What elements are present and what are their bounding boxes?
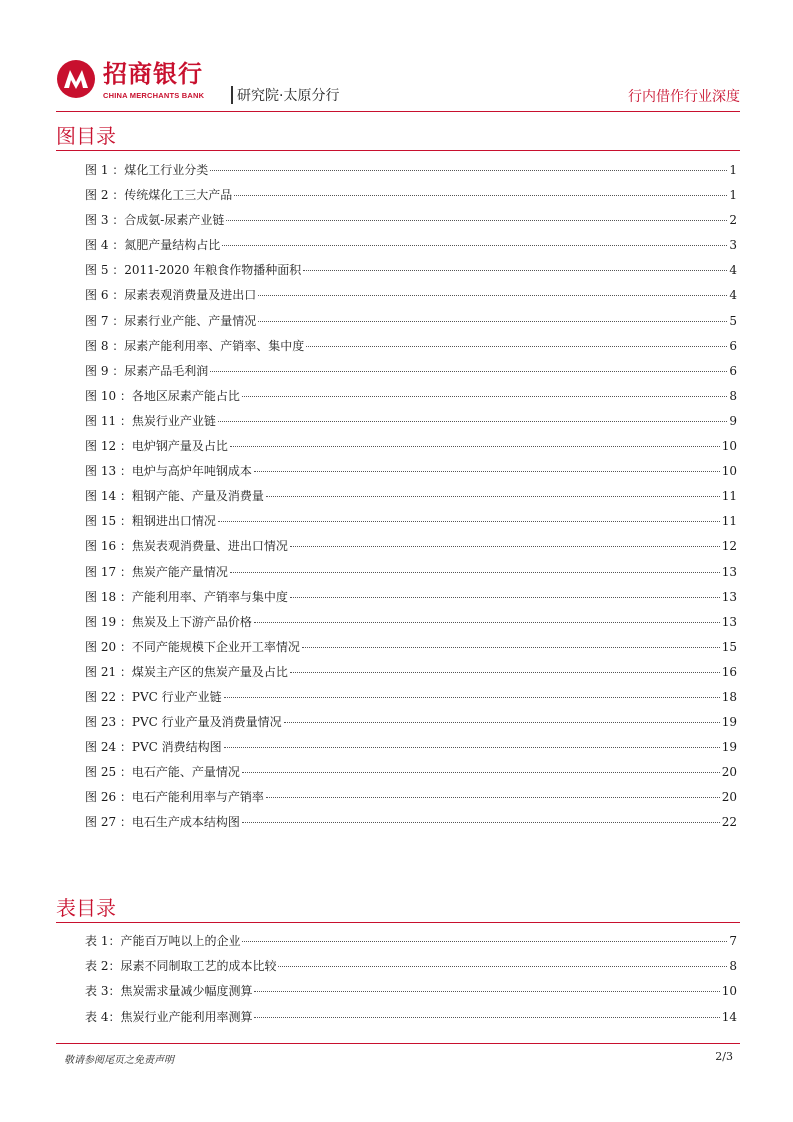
figure-toc-entry-page[interactable]: 11 — [721, 514, 737, 529]
page-header — [56, 56, 740, 110]
figure-toc-entry[interactable] — [85, 760, 737, 785]
figure-toc-entry[interactable] — [85, 158, 737, 183]
dot-leader — [218, 520, 720, 522]
figure-toc-entry-label[interactable]: 图 21 ：煤炭主产区的焦炭产量及占比 — [85, 664, 288, 679]
dot-leader — [290, 671, 720, 673]
figure-toc-entry-page[interactable]: 11 — [721, 489, 737, 504]
figure-toc-entry-page[interactable]: 20 — [721, 765, 737, 780]
dot-leader — [210, 370, 727, 372]
figure-toc-entry[interactable] — [85, 409, 737, 434]
figure-toc-entry[interactable] — [85, 660, 737, 685]
figure-toc-entry-label[interactable]: 图 14 ：粗钢产能、产量及消费量 — [85, 489, 264, 504]
figure-toc-entry-page[interactable]: 1 — [729, 188, 737, 203]
figure-toc-entry[interactable] — [85, 560, 737, 585]
figure-toc-entry-label[interactable]: 图 6 ：尿素表观消费量及进出口 — [85, 288, 257, 303]
dot-leader — [224, 746, 720, 748]
figure-toc-entry[interactable] — [85, 685, 737, 710]
figure-toc-entry[interactable] — [85, 359, 737, 384]
figures-title-rule — [56, 150, 740, 151]
figure-toc-entry-page[interactable]: 18 — [721, 689, 737, 704]
figure-toc-entry[interactable] — [85, 534, 737, 559]
figure-toc-entry-page[interactable]: 22 — [721, 815, 737, 830]
figure-toc-entry-page[interactable]: 19 — [721, 715, 737, 730]
figure-toc-entry[interactable] — [85, 459, 737, 484]
figure-toc-entry-label[interactable]: 图 4 ：氮肥产量结构占比 — [85, 238, 221, 253]
figure-toc-entry-page[interactable]: 12 — [721, 539, 737, 554]
figure-toc-entry[interactable] — [85, 258, 737, 283]
figure-toc-entry[interactable] — [85, 334, 737, 359]
figure-toc-entry-label[interactable]: 图 25 ：电石产能、产量情况 — [85, 765, 240, 780]
table-toc-entry[interactable] — [85, 929, 737, 954]
dot-leader — [266, 796, 720, 798]
figures-toc-list — [85, 158, 737, 836]
figure-toc-entry[interactable] — [85, 384, 737, 409]
figure-toc-entry[interactable] — [85, 585, 737, 610]
figures-section-title: 图目录 — [56, 124, 116, 148]
figure-toc-entry-page[interactable]: 16 — [721, 664, 737, 679]
figure-toc-entry-label[interactable]: 图 24 ：PVC 消费结构图 — [85, 740, 222, 755]
dot-leader — [230, 445, 720, 447]
table-toc-entry[interactable] — [85, 954, 737, 979]
figure-toc-entry-page[interactable]: 15 — [721, 639, 737, 654]
dot-leader — [258, 320, 727, 322]
dot-leader — [234, 194, 727, 196]
figure-toc-entry[interactable] — [85, 208, 737, 233]
figure-toc-entry-page[interactable]: 10 — [721, 439, 737, 454]
dot-leader — [254, 470, 720, 472]
figure-toc-entry-label[interactable]: 图 26 ：电石产能利用率与产销率 — [85, 790, 264, 805]
figure-toc-entry[interactable] — [85, 484, 737, 509]
dot-leader — [218, 420, 727, 422]
figure-toc-entry-page[interactable]: 20 — [721, 790, 737, 805]
disclaimer-note: 敬请参阅尾页之免责声明 — [64, 1055, 174, 1066]
dot-leader — [222, 244, 727, 246]
page-number: 2/3 — [715, 1050, 733, 1063]
dot-leader — [266, 495, 720, 497]
figure-toc-entry-page[interactable]: 8 — [729, 388, 737, 403]
header-rule — [56, 111, 740, 112]
figure-toc-entry-label[interactable]: 图 7 ：尿素行业产能、产量情况 — [85, 313, 257, 328]
dot-leader — [278, 965, 727, 967]
figure-toc-entry-label[interactable]: 图 27 ：电石生产成本结构图 — [85, 815, 240, 830]
dot-leader — [258, 294, 727, 296]
report-type-label: 行内借作行业深度 — [628, 89, 740, 105]
figure-toc-entry-page[interactable]: 3 — [729, 238, 737, 253]
dot-leader — [242, 771, 720, 773]
table-toc-entry-page[interactable]: 8 — [729, 959, 737, 974]
figure-toc-entry-page[interactable]: 13 — [721, 589, 737, 604]
figure-toc-entry-page[interactable]: 1 — [729, 163, 737, 177]
figure-toc-entry-page[interactable]: 4 — [729, 288, 737, 303]
figure-toc-entry[interactable] — [85, 710, 737, 735]
figure-toc-entry[interactable] — [85, 233, 737, 258]
figure-toc-entry-page[interactable]: 19 — [721, 740, 737, 755]
figure-toc-entry-label[interactable]: 图 23 ：PVC 行业产量及消费量情况 — [85, 715, 282, 730]
table-toc-entry-page[interactable]: 14 — [721, 1009, 737, 1024]
dot-leader — [224, 696, 720, 698]
figure-toc-entry[interactable] — [85, 434, 737, 459]
dot-leader — [242, 940, 727, 942]
figure-toc-entry[interactable] — [85, 509, 737, 534]
figure-toc-entry[interactable] — [85, 735, 737, 760]
dot-leader — [303, 269, 727, 271]
table-toc-entry-label[interactable]: 表 4：焦炭行业产能利用率测算 — [85, 1009, 253, 1024]
table-toc-entry-label[interactable]: 表 2：尿素不同制取工艺的成本比较 — [85, 959, 277, 974]
figure-toc-entry-page[interactable]: 4 — [729, 263, 737, 278]
figure-toc-entry-page[interactable]: 9 — [729, 413, 737, 428]
figure-toc-entry[interactable] — [85, 183, 737, 208]
bank-name-en: CHINA MERCHANTS BANK — [103, 91, 205, 100]
header-divider — [231, 86, 233, 104]
figure-toc-entry-label[interactable]: 图 16 ：焦炭表观消费量、进出口情况 — [85, 539, 288, 554]
table-toc-entry-label[interactable]: 表 1：产能百万吨以上的企业 — [85, 934, 241, 948]
figure-toc-entry[interactable] — [85, 635, 737, 660]
figure-toc-entry-page[interactable]: 10 — [721, 464, 737, 479]
dot-leader — [242, 395, 727, 397]
figure-toc-entry-label[interactable]: 图 15 ：粗钢进出口情况 — [85, 514, 216, 529]
dot-leader — [290, 545, 720, 547]
department-label: 研究院·太原分行 — [237, 88, 340, 104]
figure-toc-entry-page[interactable]: 13 — [721, 614, 737, 629]
tables-section-title: 表目录 — [56, 896, 116, 920]
dot-leader — [290, 596, 720, 598]
dot-leader — [210, 169, 727, 171]
bank-name-cn: 招商银行 — [103, 60, 203, 88]
figure-toc-entry-label[interactable]: 图 3 ：合成氨-尿素产业链 — [85, 213, 225, 228]
table-toc-entry[interactable] — [85, 979, 737, 1004]
table-toc-entry[interactable] — [85, 1005, 737, 1030]
tables-toc-list — [85, 929, 737, 1030]
table-toc-entry-label[interactable]: 表 3：焦炭需求量减少幅度测算 — [85, 984, 253, 999]
dot-leader — [226, 219, 727, 221]
tables-title-rule — [56, 922, 740, 923]
footer-rule — [56, 1043, 740, 1044]
dot-leader — [302, 646, 720, 648]
figure-toc-entry-label[interactable]: 图 17 ：焦炭产能产量情况 — [85, 564, 228, 579]
dot-leader — [230, 571, 720, 573]
dot-leader — [254, 1016, 719, 1018]
figure-toc-entry-label[interactable]: 图 2 ：传统煤化工三大产品 — [85, 188, 233, 203]
figure-toc-entry-label[interactable]: 图 1 ：煤化工行业分类 — [85, 163, 209, 177]
figure-toc-entry-page[interactable]: 6 — [729, 338, 737, 353]
table-toc-entry-page[interactable]: 10 — [721, 984, 737, 999]
dot-leader — [254, 990, 719, 992]
figure-toc-entry-label[interactable]: 图 22 ：PVC 行业产业链 — [85, 689, 222, 704]
cmb-logo-icon — [56, 59, 96, 99]
figure-toc-entry-page[interactable]: 5 — [729, 313, 737, 328]
figure-toc-entry-page[interactable]: 2 — [729, 213, 737, 228]
figure-toc-entry-label[interactable]: 图 13 ：电炉与高炉年吨钢成本 — [85, 464, 252, 479]
figure-toc-entry-label[interactable]: 图 18 ：产能利用率、产销率与集中度 — [85, 589, 288, 604]
figure-toc-entry[interactable] — [85, 283, 737, 308]
figure-toc-entry[interactable] — [85, 610, 737, 635]
figure-toc-entry[interactable] — [85, 785, 737, 810]
table-toc-entry-page[interactable]: 7 — [729, 934, 737, 948]
figure-toc-entry-label[interactable]: 图 20 ：不同产能规模下企业开工率情况 — [85, 639, 300, 654]
figure-toc-entry[interactable] — [85, 810, 737, 835]
figure-toc-entry-label[interactable]: 图 10 ：各地区尿素产能占比 — [85, 388, 240, 403]
figure-toc-entry-label[interactable]: 图 11 ：焦炭行业产业链 — [85, 413, 216, 428]
figure-toc-entry[interactable] — [85, 309, 737, 334]
figure-toc-entry-label[interactable]: 图 8 ：尿素产能利用率、产销率、集中度 — [85, 338, 305, 353]
figure-toc-entry-page[interactable]: 6 — [729, 363, 737, 378]
dot-leader — [284, 721, 720, 723]
figure-toc-entry-label[interactable]: 图 19 ：焦炭及上下游产品价格 — [85, 614, 252, 629]
dot-leader — [306, 345, 727, 347]
figure-toc-entry-label[interactable]: 图 9 ：尿素产品毛利润 — [85, 363, 209, 378]
figure-toc-entry-page[interactable]: 13 — [721, 564, 737, 579]
dot-leader — [254, 621, 720, 623]
figure-toc-entry-label[interactable]: 图 5 ：2011-2020 年粮食作物播种面积 — [85, 263, 302, 278]
figure-toc-entry-label[interactable]: 图 12 ：电炉钢产量及占比 — [85, 439, 228, 454]
dot-leader — [242, 821, 720, 823]
